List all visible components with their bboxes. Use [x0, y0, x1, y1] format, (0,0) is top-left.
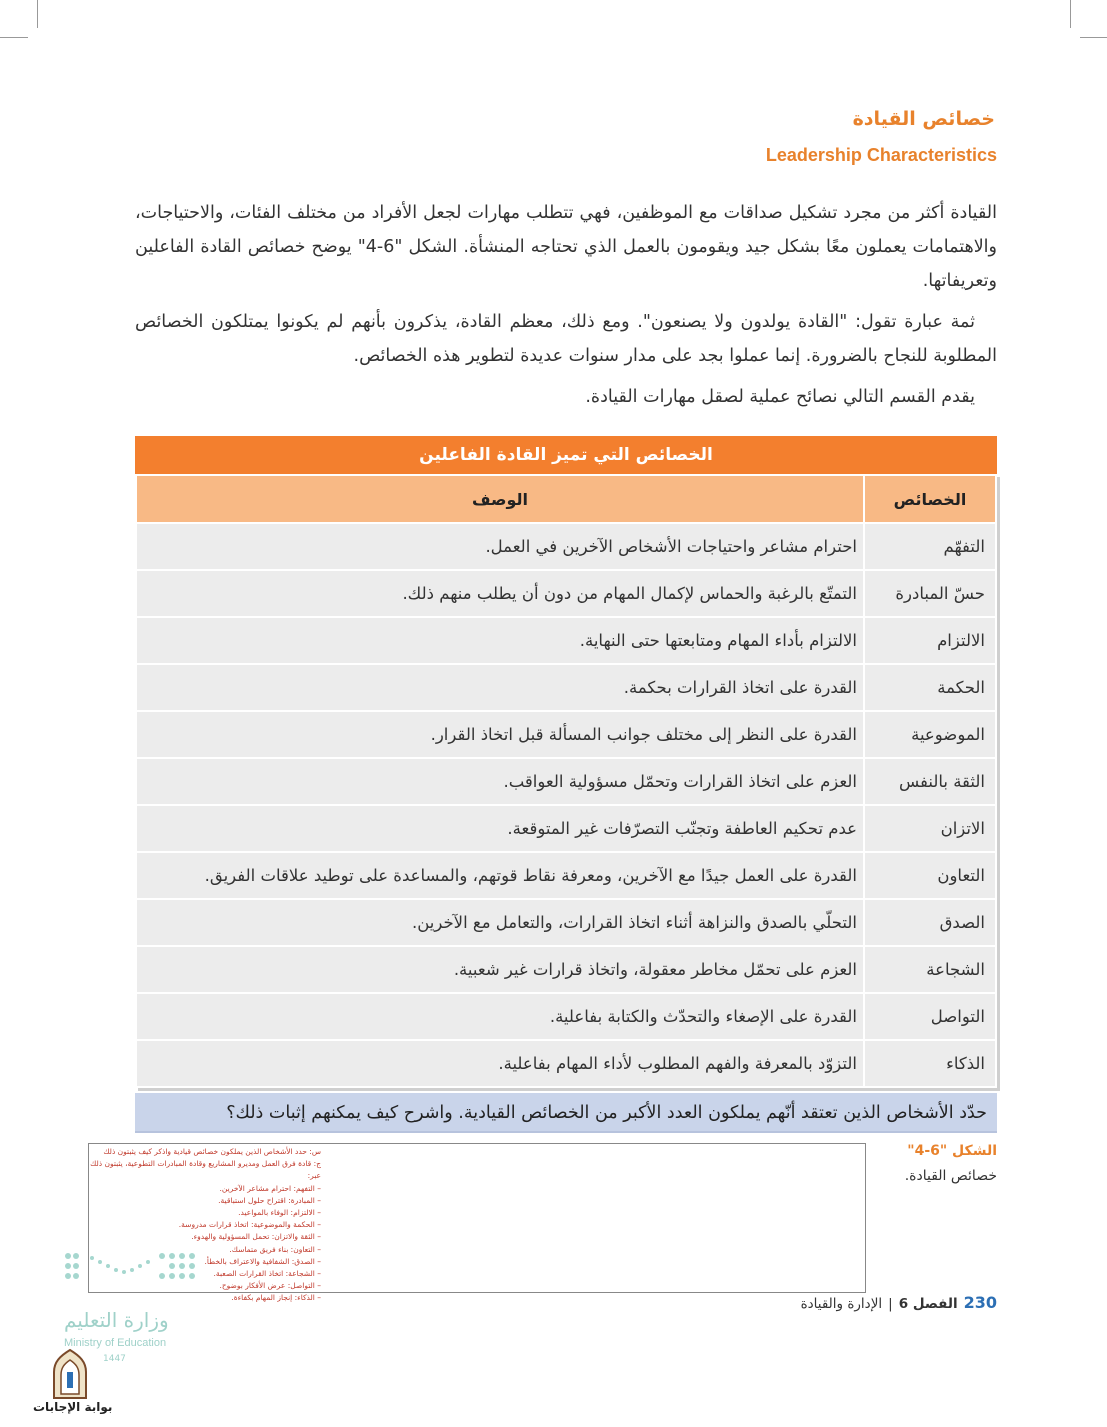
table-row	[136, 1040, 996, 1087]
column-header-characteristic: الخصائص	[864, 475, 996, 523]
table-row	[136, 899, 996, 946]
page-footer	[801, 1293, 997, 1312]
figure-caption: خصائص القيادة.	[904, 1168, 997, 1184]
characteristic-description: العزم على تحمّل مخاطر معقولة، واتخاذ قرارات غير شعبية.	[136, 946, 864, 993]
page-number: 230	[963, 1293, 997, 1312]
characteristic-name: التواصل	[864, 993, 996, 1040]
characteristic-name: الحكمة	[864, 664, 996, 711]
characteristic-description: القدرة على النظر إلى مختلف جوانب المسألة قبل اتخاذ القرار.	[136, 711, 864, 758]
characteristic-name: الموضوعية	[864, 711, 996, 758]
table-row	[136, 570, 996, 617]
characteristic-description: احترام مشاعر واحتياجات الأشخاص الآخرين في العمل.	[136, 523, 864, 570]
answer-line: – التعاون: بناء فريق متماسك.	[229, 1244, 321, 1254]
portal-name: بوابة الإجابات	[33, 1400, 113, 1414]
characteristic-name: الذكاء	[864, 1040, 996, 1087]
characteristic-name: الثقة بالنفس	[864, 758, 996, 805]
answer-box[interactable]	[88, 1143, 866, 1303]
section-title-arabic: خصائص القيادة	[852, 108, 995, 130]
paragraph-intro: القيادة أكثر من مجرد تشكيل صداقات مع الموظفين، فهي تتطلب مهارات لجعل الأفراد من مختلف الفئات، والاحتياجات، والاهتمامات يعملون معًا بشكل جيد ويقومون بالعمل الذي تحتاجه المنشأة. الشكل "6-4" يوضح خصائص القادة الفاعلين وتعريفاتها.	[135, 203, 997, 291]
chapter-label: الفصل 6	[898, 1296, 958, 1312]
characteristic-description: القدرة على اتخاذ القرارات بحكمة.	[136, 664, 864, 711]
answer-line: – الشجاعة: اتخاذ القرارات الصعبة.	[213, 1269, 321, 1279]
footer-separator: |	[888, 1296, 893, 1312]
table-header-row	[136, 475, 996, 523]
characteristic-name: التفهّم	[864, 523, 996, 570]
section-label: الإدارة والقيادة	[800, 1296, 883, 1312]
table-title: الخصائص التي تميز القادة الفاعلين	[135, 436, 997, 474]
answer-line: س: حدد الأشخاص الذين يملكون خصائص قيادية واذكر كيف يثبتون ذلك	[103, 1147, 321, 1156]
crop-mark	[1070, 0, 1071, 28]
characteristic-name: حسّ المبادرة	[864, 570, 996, 617]
characteristic-description: الالتزام بأداء المهام ومتابعتها حتى النهاية.	[136, 617, 864, 664]
answer-line: ج: قادة فرق العمل ومديرو المشاريع وقادة المبادرات التطوعية، يثبتون ذلك عبر:	[90, 1159, 321, 1181]
answer-line: – التفهم: احترام مشاعر الآخرين.	[219, 1183, 321, 1193]
answer-line: – الصدق: الشفافية والاعتراف بالخطأ.	[204, 1256, 321, 1266]
table-row	[136, 852, 996, 899]
crop-mark	[37, 0, 38, 28]
characteristic-description: التمتّع بالرغبة والحماس لإكمال المهام من دون أن يطلب منهم ذلك.	[136, 570, 864, 617]
table-row	[136, 946, 996, 993]
table-row	[136, 993, 996, 1040]
paragraph-next-section: يقدم القسم التالي نصائح عملية لصقل مهارات القيادة.	[585, 387, 975, 407]
characteristic-description: القدرة على الإصغاء والتحدّث والكتابة بفاعلية.	[136, 993, 864, 1040]
answer-line: – الذكاء: إنجاز المهام بكفاءة.	[231, 1293, 321, 1303]
ministry-name-english: Ministry of Education	[64, 1337, 167, 1349]
crop-mark	[1080, 37, 1107, 38]
characteristic-description: عدم تحكيم العاطفة وتجنّب التصرّفات غير المتوقعة.	[136, 805, 864, 852]
characteristics-table	[135, 436, 997, 1088]
ministry-year: 1447	[103, 1354, 126, 1364]
table-row	[136, 617, 996, 664]
characteristic-description: التحلّي بالصدق والنزاهة أثناء اتخاذ القرارات، والتعامل مع الآخرين.	[136, 899, 864, 946]
answer-line: – المبادرة: اقتراح حلول استباقية.	[218, 1195, 321, 1205]
column-header-description: الوصف	[136, 475, 864, 523]
answer-line: – الحكمة والموضوعية: اتخاذ قرارات مدروسة.	[178, 1220, 321, 1230]
characteristic-description: التزوّد بالمعرفة والفهم المطلوب لأداء المهام بفاعلية.	[136, 1040, 864, 1087]
table-row	[136, 758, 996, 805]
table-row	[136, 711, 996, 758]
characteristic-name: الاتزان	[864, 805, 996, 852]
paragraph-quote: ثمة عبارة تقول: "القادة يولدون ولا يصنعون". ومع ذلك، معظم القادة، يذكرون بأنهم لم يكونوا يمتلكون الخصائص المطلوبة للنجاح بالضرورة. إنما عملوا بجد على مدار سنوات عديدة لتطوير هذه الخصائص.	[135, 312, 997, 366]
table-row	[136, 664, 996, 711]
crop-mark	[0, 37, 28, 38]
ministry-name-arabic: وزارة التعليم	[64, 1308, 169, 1332]
figure-label: الشكل "6-4"	[907, 1143, 997, 1159]
characteristic-description: القدرة على العمل جيدًا مع الآخرين، ومعرفة نقاط قوتهم، والمساعدة على توطيد علاقات الفريق.	[136, 852, 864, 899]
characteristic-name: الصدق	[864, 899, 996, 946]
section-title-english: Leadership Characteristics	[765, 145, 997, 165]
table-row	[136, 805, 996, 852]
answer-line: – التواصل: عرض الأفكار بوضوح.	[219, 1281, 321, 1291]
answer-line: – الثقة والاتزان: تحمل المسؤولية والهدوء.	[191, 1232, 321, 1242]
ministry-logo-icon	[62, 1248, 202, 1288]
characteristic-name: الالتزام	[864, 617, 996, 664]
table-row	[136, 523, 996, 570]
answer-line: – الالتزام: الوفاء بالمواعيد.	[238, 1208, 321, 1218]
characteristic-name: الشجاعة	[864, 946, 996, 993]
characteristic-name: التعاون	[864, 852, 996, 899]
characteristic-description: العزم على اتخاذ القرارات وتحمّل مسؤولية العواقب.	[136, 758, 864, 805]
portal-logo-icon	[48, 1348, 92, 1400]
discussion-question: حدّد الأشخاص الذين تعتقد أنّهم يملكون العدد الأكبر من الخصائص القيادية. واشرح كيف يمكنهم إثبات ذلك؟	[135, 1093, 997, 1133]
